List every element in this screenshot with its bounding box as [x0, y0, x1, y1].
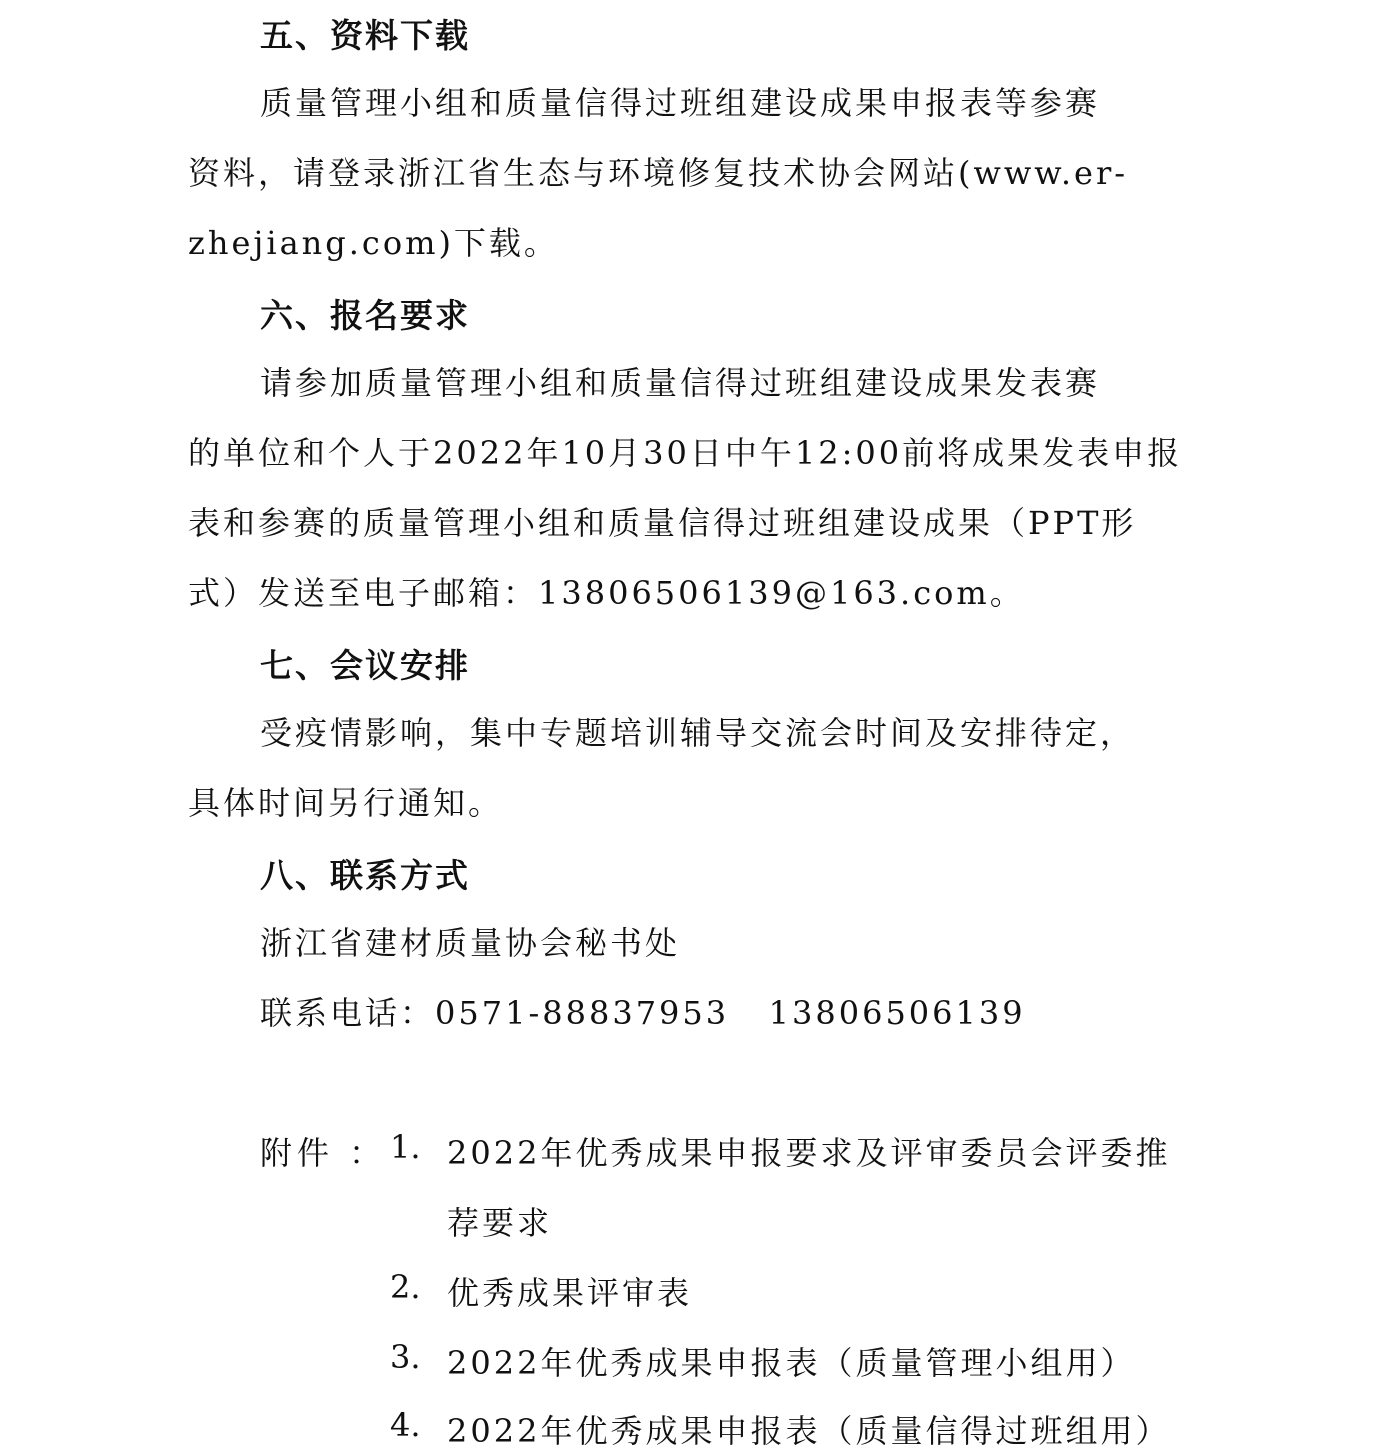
- attachment-title: 2022年优秀成果申报要求及评审委员会评委推: [447, 1134, 1171, 1172]
- contact-phone: 联系电话：0571-88837953 13806506139: [260, 994, 1026, 1032]
- meeting-paragraph-line-1: 受疫情影响，集中专题培训辅导交流会时间及安排待定，: [260, 714, 1136, 752]
- attachment-number: 2.: [390, 1268, 421, 1306]
- section-heading-meeting: 七、会议安排: [260, 646, 470, 685]
- attachment-number: 1.: [390, 1128, 421, 1166]
- attachment-number: 3.: [390, 1338, 421, 1376]
- download-paragraph-line-2: 资料，请登录浙江省生态与环境修复技术协会网站(www.er-: [188, 154, 1129, 192]
- attachments-label: 附件 ：: [260, 1134, 387, 1172]
- section-heading-contact: 八、联系方式: [260, 856, 470, 895]
- registration-paragraph-line-1: 请参加质量管理小组和质量信得过班组建设成果发表赛: [260, 364, 1101, 402]
- download-paragraph-line-3: zhejiang.com)下载。: [188, 224, 559, 262]
- meeting-paragraph-line-2: 具体时间另行通知。: [188, 784, 504, 822]
- attachment-number: 4.: [390, 1406, 421, 1444]
- attachment-title: 优秀成果评审表: [447, 1274, 693, 1312]
- attachment-title: 2022年优秀成果申报表（质量管理小组用）: [447, 1344, 1136, 1382]
- download-paragraph-line-1: 质量管理小组和质量信得过班组建设成果申报表等参赛: [260, 84, 1101, 122]
- attachment-title: 2022年优秀成果申报表（质量信得过班组用）: [447, 1412, 1171, 1450]
- registration-paragraph-line-2: 的单位和个人于2022年10月30日中午12:00前将成果发表申报: [188, 434, 1183, 472]
- registration-paragraph-line-3: 表和参赛的质量管理小组和质量信得过班组建设成果（PPT形: [188, 504, 1137, 542]
- section-heading-download: 五、资料下载: [260, 16, 470, 55]
- section-heading-registration: 六、报名要求: [260, 296, 470, 335]
- contact-organization: 浙江省建材质量协会秘书处: [260, 924, 681, 962]
- attachment-title-continued: 荐要求: [447, 1204, 553, 1242]
- registration-paragraph-line-4: 式）发送至电子邮箱：13806506139@163.com。: [188, 574, 1025, 612]
